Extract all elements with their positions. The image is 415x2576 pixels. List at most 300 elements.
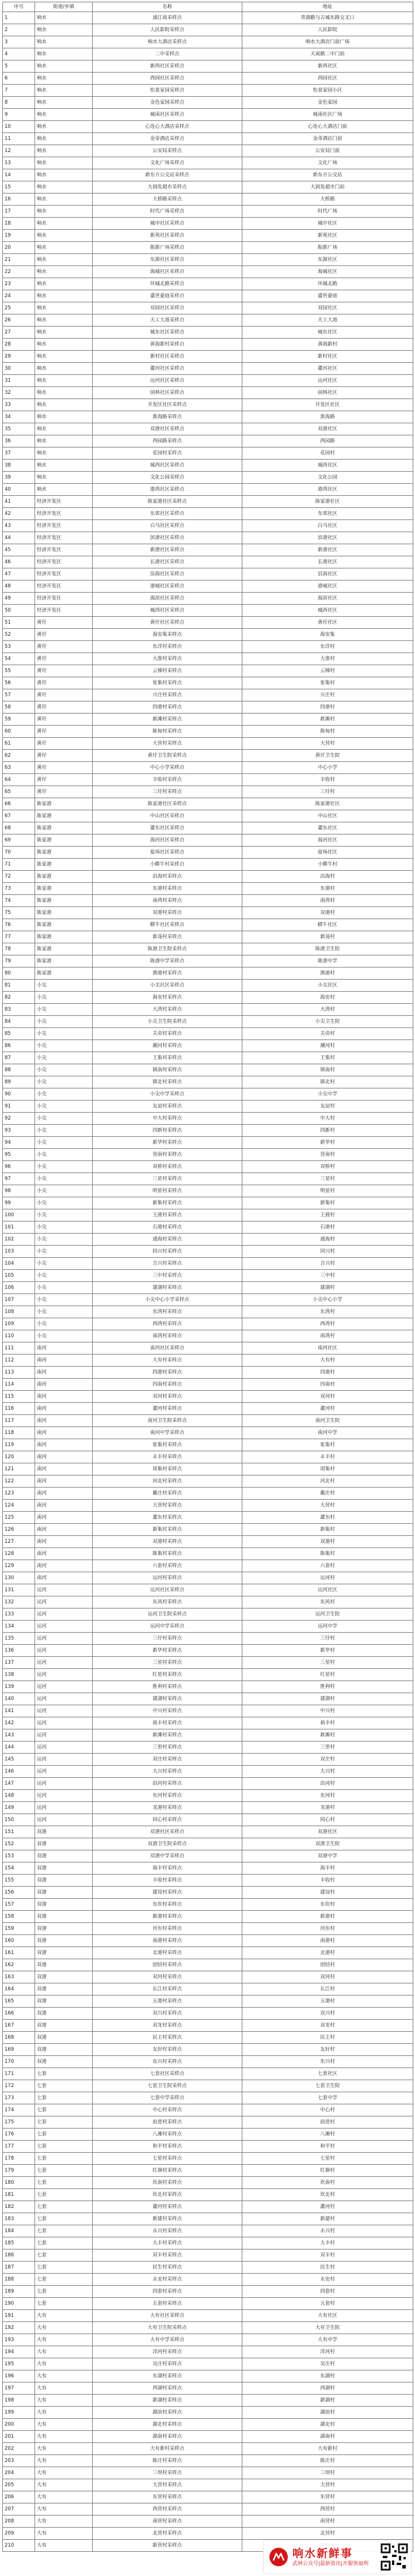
cell-street: 陈家港 (35, 943, 93, 955)
cell-street: 七套 (35, 2249, 93, 2262)
cell-seq: 12 (3, 145, 35, 157)
cell-street: 响水 (35, 145, 93, 157)
cell-name: 新华村采样点 (93, 1137, 242, 1149)
cell-seq: 22 (3, 266, 35, 278)
table-row (3, 895, 413, 907)
cell-seq: 172 (3, 2080, 35, 2092)
cell-address: 新荡村 (242, 931, 413, 943)
cell-street: 响水 (35, 194, 93, 206)
cell-seq: 79 (3, 955, 35, 968)
cell-name: 同心村采样点 (93, 1814, 242, 1826)
cell-street: 小尖 (35, 1101, 93, 1113)
cell-street: 陈家港 (35, 919, 93, 931)
table-row (3, 919, 413, 931)
cell-address: 新建村 (242, 2213, 413, 2225)
cell-seq: 131 (3, 1584, 35, 1596)
cell-street: 陈家港 (35, 895, 93, 907)
cell-address: 小尖卫生院 (242, 1016, 413, 1028)
cell-street: 响水 (35, 447, 93, 460)
table-row (3, 194, 413, 206)
cell-name: 南营村采样点 (93, 2516, 242, 2528)
cell-seq: 18 (3, 218, 35, 230)
cell-address: 城南社区广场 (242, 109, 413, 121)
table-row (3, 1572, 413, 1584)
cell-name: 前进村采样点 (93, 2116, 242, 2129)
cell-seq: 138 (3, 1669, 35, 1681)
cell-street: 陈家港 (35, 834, 93, 847)
cell-street: 小尖 (35, 1270, 93, 1282)
cell-name: 新建村采样点 (93, 2213, 242, 2225)
table-row (3, 689, 413, 701)
table-row (3, 1209, 413, 1221)
cell-name: 西园路采样点 (93, 435, 242, 447)
cell-seq: 53 (3, 641, 35, 653)
cell-address: 中兴村 (242, 1705, 413, 1717)
cell-address: 青湖路与古城东路交叉口 (242, 12, 413, 24)
cell-street: 经济开发区 (35, 508, 93, 520)
cell-seq: 28 (3, 339, 35, 351)
table-row (3, 2262, 413, 2274)
cell-address: 七套中学 (242, 2092, 413, 2104)
cell-seq: 77 (3, 931, 35, 943)
cell-seq: 21 (3, 254, 35, 266)
cell-address: 陈港中学 (242, 955, 413, 968)
cell-seq: 202 (3, 2443, 35, 2455)
cell-address: 沿海村 (242, 871, 413, 883)
table-row (3, 1560, 413, 1572)
cell-street: 小尖 (35, 1088, 93, 1101)
cell-address: 小蟒牛村 (242, 859, 413, 871)
cell-name: 东营村采样点 (93, 2491, 242, 2503)
cell-seq: 123 (3, 1488, 35, 1500)
cell-address: 洋河村 (242, 2346, 413, 2358)
cell-name: 和平村采样点 (93, 2141, 242, 2153)
cell-name: 沿海村采样点 (93, 871, 242, 883)
table-row (3, 2286, 413, 2298)
cell-name: 大营村采样点 (93, 2479, 242, 2491)
cell-street: 小尖 (35, 1306, 93, 1318)
cell-seq: 67 (3, 810, 35, 822)
cell-seq: 194 (3, 2346, 35, 2358)
cell-name: 沿河村采样点 (93, 1778, 242, 1790)
cell-street: 响水 (35, 399, 93, 411)
cell-name: 红旗村采样点 (93, 2165, 242, 2177)
table-row (3, 968, 413, 980)
cell-name: 西湖村采样点 (93, 2382, 242, 2395)
table-row (3, 472, 413, 484)
header-seq: 序号 (3, 2, 35, 12)
cell-seq: 104 (3, 1258, 35, 1270)
cell-street: 运河 (35, 1790, 93, 1802)
table-row (3, 762, 413, 774)
cell-name: 海安集采样点 (93, 629, 242, 641)
table-row (3, 399, 413, 411)
cell-seq: 143 (3, 1729, 35, 1742)
cell-name: 友好村采样点 (93, 2044, 242, 2056)
cell-street: 响水 (35, 351, 93, 363)
cell-seq: 76 (3, 919, 35, 931)
cell-address: 裕丰村 (242, 1717, 413, 1729)
table-row (3, 2116, 413, 2129)
table-row (3, 1802, 413, 1814)
cell-name: 人民影院采样点 (93, 24, 242, 36)
cell-street: 运河 (35, 1693, 93, 1705)
cell-address: 镇南村 (242, 1064, 413, 1076)
cell-name: 西园社区采样点 (93, 73, 242, 85)
table-row (3, 871, 413, 883)
cell-seq: 116 (3, 1403, 35, 1415)
table-row (3, 2141, 413, 2153)
cell-name: 大兴村采样点 (93, 1766, 242, 1778)
cell-name: 红星村采样点 (93, 1669, 242, 1681)
cell-seq: 70 (3, 847, 35, 859)
table-row (3, 2201, 413, 2213)
cell-address: 大营村 (242, 2479, 413, 2491)
cell-street: 陈家港 (35, 798, 93, 810)
table-row (3, 1101, 413, 1113)
cell-street: 黄圩 (35, 653, 93, 665)
cell-street: 南河 (35, 1403, 93, 1415)
cell-seq: 29 (3, 351, 35, 363)
cell-name: 黄海新村采样点 (93, 339, 242, 351)
cell-street: 大有 (35, 2358, 93, 2370)
table-row (3, 1512, 413, 1524)
table-row (3, 290, 413, 302)
cell-seq: 200 (3, 2419, 35, 2431)
cell-seq: 41 (3, 496, 35, 508)
cell-address: 城中社区 (242, 218, 413, 230)
table-row (3, 1935, 413, 1947)
cell-seq: 118 (3, 1427, 35, 1439)
table-row (3, 145, 413, 157)
table-row (3, 206, 413, 218)
cell-seq: 64 (3, 774, 35, 786)
cell-seq: 7 (3, 85, 35, 97)
cell-street: 响水 (35, 435, 93, 447)
cell-seq: 135 (3, 1633, 35, 1645)
cell-seq: 101 (3, 1221, 35, 1234)
table-row (3, 1137, 413, 1149)
cell-name: 坎北村采样点 (93, 2189, 242, 2201)
cell-address: 通海村 (242, 1234, 413, 1246)
cell-seq: 144 (3, 1742, 35, 1754)
table-row (3, 85, 413, 97)
cell-seq: 94 (3, 1137, 35, 1149)
cell-seq: 30 (3, 363, 35, 375)
table-row (3, 1911, 413, 1923)
cell-name: 双兴村采样点 (93, 2008, 242, 2020)
cell-street: 七套 (35, 2129, 93, 2141)
cell-address: 双庄村 (242, 1754, 413, 1766)
cell-seq: 165 (3, 1995, 35, 2008)
cell-name: 运河中学采样点 (93, 1621, 242, 1633)
cell-name: 小尖中学采样点 (93, 1088, 242, 1101)
table-row (3, 726, 413, 738)
cell-name: 大营村采样点 (93, 1500, 242, 1512)
cell-address: 六套村 (242, 1560, 413, 1572)
table-row (3, 1463, 413, 1475)
cell-address: 海丰村 (242, 1862, 413, 1875)
table-row (3, 1971, 413, 1983)
cell-name: 四港村采样点 (93, 701, 242, 714)
cell-seq: 43 (3, 520, 35, 532)
cell-address: 双港村 (242, 907, 413, 919)
table-row (3, 2298, 413, 2310)
cell-street: 小尖 (35, 1282, 93, 1294)
table-row (3, 992, 413, 1004)
table-row (3, 169, 413, 181)
table-row (3, 847, 413, 859)
cell-seq: 139 (3, 1681, 35, 1693)
cell-address: 西园社区 (242, 73, 413, 85)
cell-seq: 2 (3, 24, 35, 36)
cell-address: 七套社区 (242, 2068, 413, 2080)
cell-seq: 51 (3, 617, 35, 629)
cell-name: 东兴村采样点 (93, 2056, 242, 2068)
table-row (3, 2213, 413, 2225)
cell-seq: 38 (3, 460, 35, 472)
cell-street: 双港 (35, 1947, 93, 1959)
cell-address: 东郊社区 (242, 508, 413, 520)
cell-street: 双港 (35, 2008, 93, 2020)
cell-street: 七套 (35, 2274, 93, 2286)
table-row (3, 1608, 413, 1621)
cell-name: 西营村采样点 (93, 2503, 242, 2516)
table-row (3, 2153, 413, 2165)
cell-street: 七套 (35, 2116, 93, 2129)
table-row (3, 2443, 413, 2455)
cell-address: 滨港社区 (242, 532, 413, 544)
cell-name: 建湖村采样点 (93, 1282, 242, 1294)
cell-seq: 87 (3, 1052, 35, 1064)
cell-name: 新苑社区采样点 (93, 230, 242, 242)
table-row (3, 2249, 413, 2262)
cell-address: 运河社区 (242, 375, 413, 387)
table-row (3, 883, 413, 895)
table-row (3, 1234, 413, 1246)
cell-address: 丰收村 (242, 774, 413, 786)
cell-address: 南港村 (242, 1935, 413, 1947)
cell-name: 丰收村采样点 (93, 1875, 242, 1887)
cell-name: 南湾村采样点 (93, 1330, 242, 1342)
cell-seq: 86 (3, 1040, 35, 1052)
cell-name: 陈家港社区采样点 (93, 496, 242, 508)
cell-address: 陈家港社区 (242, 496, 413, 508)
cell-street: 响水 (35, 363, 93, 375)
cell-seq: 62 (3, 750, 35, 762)
cell-street: 南河 (35, 1560, 93, 1572)
cell-seq: 179 (3, 2165, 35, 2177)
cell-name: 胜利村采样点 (93, 1681, 242, 1693)
cell-name: 城西社区采样点 (93, 460, 242, 472)
cell-name: 蟒牛社区采样点 (93, 919, 242, 931)
cell-address: 西园路 (242, 435, 413, 447)
logo-icon (268, 2547, 289, 2567)
cell-address: 园林社区 (242, 387, 413, 399)
cell-street: 大有 (35, 2491, 93, 2503)
table-row (3, 460, 413, 472)
cell-street: 经济开发区 (35, 532, 93, 544)
cell-seq: 130 (3, 1572, 35, 1584)
cell-street: 南河 (35, 1524, 93, 1536)
cell-seq: 65 (3, 786, 35, 798)
cell-street: 响水 (35, 24, 93, 36)
cell-seq: 59 (3, 714, 35, 726)
cell-street: 响水 (35, 278, 93, 290)
cell-seq: 44 (3, 532, 35, 544)
cell-street: 大有 (35, 2370, 93, 2382)
cell-address: 营南村 (242, 1149, 413, 1161)
cell-address: 大有中学 (242, 2334, 413, 2346)
cell-street: 黄圩 (35, 726, 93, 738)
cell-seq: 145 (3, 1754, 35, 1766)
cell-name: 南河卫生院采样点 (93, 1415, 242, 1427)
cell-street: 小尖 (35, 1137, 93, 1149)
table-row (3, 484, 413, 496)
cell-name: 双港中学采样点 (93, 1850, 242, 1862)
cell-address: 三圩村 (242, 1633, 413, 1645)
table-row (3, 2358, 413, 2370)
cell-street: 响水 (35, 411, 93, 423)
cell-name: 六套村采样点 (93, 1560, 242, 1572)
cell-address: 新集村 (242, 1197, 413, 1209)
cell-name: 时代广场采样点 (93, 206, 242, 218)
cell-seq: 117 (3, 1415, 35, 1427)
cell-street: 经济开发区 (35, 568, 93, 581)
table-row (3, 556, 413, 568)
cell-street: 运河 (35, 1608, 93, 1621)
table-row (3, 109, 413, 121)
cell-seq: 174 (3, 2104, 35, 2116)
cell-street: 七套 (35, 2153, 93, 2165)
cell-name: 兴庄村采样点 (93, 689, 242, 701)
cell-street: 运河 (35, 1766, 93, 1778)
cell-seq: 74 (3, 895, 35, 907)
table-row (3, 1040, 413, 1052)
cell-name: 城东社区采样点 (93, 327, 242, 339)
cell-name: 新滩村采样点 (93, 714, 242, 726)
cell-name: 新华村采样点 (93, 1645, 242, 1657)
table-row (3, 254, 413, 266)
cell-address: 大兴村 (242, 1766, 413, 1778)
cell-name: 五港村采样点 (93, 1995, 242, 2008)
cell-seq: 163 (3, 1971, 35, 1983)
cell-name: 城西社区采样点 (93, 605, 242, 617)
cell-address: 三坝村 (242, 2467, 413, 2479)
cell-street: 响水 (35, 12, 93, 24)
cell-seq: 207 (3, 2503, 35, 2516)
cell-name: 陈港卫生院采样点 (93, 943, 242, 955)
table-row (3, 181, 413, 194)
cell-address: 明星村 (242, 1185, 413, 1197)
table-row (3, 423, 413, 435)
cell-address: 渔港村 (242, 968, 413, 980)
table-row (3, 1088, 413, 1101)
cell-address: 中大村 (242, 1113, 413, 1125)
cell-street: 陈家港 (35, 968, 93, 980)
cell-street: 大有 (35, 2467, 93, 2479)
cell-name: 河北村采样点 (93, 1475, 242, 1488)
table-row (3, 2165, 413, 2177)
cell-name: 吴庄村采样点 (93, 2358, 242, 2370)
cell-seq: 137 (3, 1657, 35, 1669)
cell-seq: 184 (3, 2225, 35, 2237)
table-row (3, 1947, 413, 1959)
cell-street: 大有 (35, 2540, 93, 2552)
cell-name: 灌河村采样点 (93, 2201, 242, 2213)
cell-seq: 168 (3, 2032, 35, 2044)
table-row (3, 2370, 413, 2382)
cell-street: 运河 (35, 1657, 93, 1669)
cell-seq: 82 (3, 992, 35, 1004)
cell-street: 南河 (35, 1463, 93, 1475)
cell-street: 陈家港 (35, 931, 93, 943)
cell-seq: 97 (3, 1173, 35, 1185)
cell-address: 港城社区 (242, 581, 413, 593)
cell-seq: 100 (3, 1209, 35, 1221)
cell-street: 七套 (35, 2092, 93, 2104)
table-row (3, 1113, 413, 1125)
table-row (3, 230, 413, 242)
table-row (3, 2104, 413, 2116)
cell-name: 双河村采样点 (93, 1391, 242, 1403)
cell-name: 陈庄村采样点 (93, 2455, 242, 2467)
cell-seq: 114 (3, 1379, 35, 1391)
cell-address: 张集村 (242, 1439, 413, 1451)
cell-street: 响水 (35, 36, 93, 48)
cell-street: 响水 (35, 375, 93, 387)
cell-address: 长港社区 (242, 556, 413, 568)
table-row (3, 1875, 413, 1887)
cell-seq: 49 (3, 593, 35, 605)
table-row (3, 1536, 413, 1548)
cell-name: 花园村采样点 (93, 447, 242, 460)
cell-seq: 37 (3, 447, 35, 460)
cell-address: 中心村 (242, 2104, 413, 2116)
cell-seq: 83 (3, 1004, 35, 1016)
cell-address: 海河社区 (242, 834, 413, 847)
cell-street: 黄圩 (35, 786, 93, 798)
cell-address: 沿海社区 (242, 568, 413, 581)
cell-street: 小尖 (35, 1028, 93, 1040)
cell-address: 云梯村 (242, 665, 413, 677)
cell-seq: 32 (3, 387, 35, 399)
cell-name: 小尖中心小学采样点 (93, 1294, 242, 1306)
cell-seq: 188 (3, 2274, 35, 2286)
table-row (3, 1246, 413, 1258)
cell-seq: 80 (3, 968, 35, 980)
cell-street: 小尖 (35, 1125, 93, 1137)
cell-address: 双桥村 (242, 1161, 413, 1173)
cell-street: 小尖 (35, 1294, 93, 1306)
cell-address: 友谊村 (242, 1101, 413, 1113)
cell-seq: 90 (3, 1088, 35, 1101)
cell-name: 小尖社区采样点 (93, 980, 242, 992)
cell-seq: 72 (3, 871, 35, 883)
cell-name: 湖南村采样点 (93, 2431, 242, 2443)
cell-street: 经济开发区 (35, 556, 93, 568)
table-row (3, 2237, 413, 2249)
cell-street: 陈家港 (35, 871, 93, 883)
cell-seq: 127 (3, 1536, 35, 1548)
cell-name: 三星村采样点 (93, 1657, 242, 1669)
cell-address: 东风村 (242, 1596, 413, 1608)
table-row (3, 1862, 413, 1875)
cell-seq: 146 (3, 1766, 35, 1778)
table-row (3, 629, 413, 641)
table-row (3, 2395, 413, 2407)
cell-street: 响水 (35, 169, 93, 181)
